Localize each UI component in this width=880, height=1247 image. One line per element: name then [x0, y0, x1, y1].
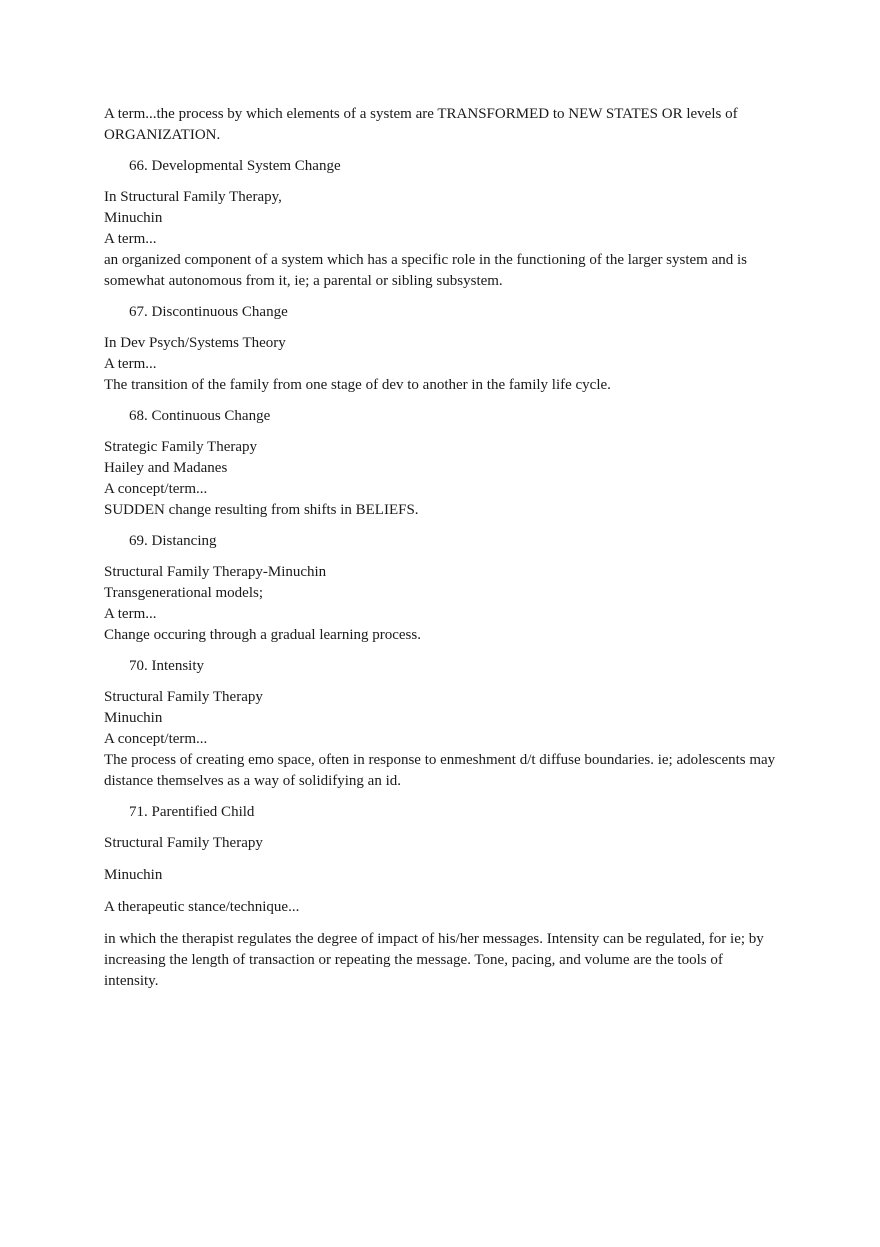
entry-heading-70: 70. Intensity [129, 658, 204, 674]
entry-body-69 [104, 562, 776, 646]
entry-heading-66: 66. Developmental System Change [129, 158, 341, 174]
intro-line: A term...the process by which elements of a system are TRANSFORMED to NEW STATES OR levels of ORGANIZATION. [104, 106, 738, 143]
entry-line: Strategic Family Therapy [104, 439, 258, 455]
entry-line: The process of creating emo space, often in response to enmeshment d/t diffuse boundaries. ie; adolescents may distance themselves as a way of solidifying an id. [104, 752, 776, 789]
entry-line: A term... [104, 356, 157, 372]
entry-line: A term... [104, 606, 157, 622]
document-page [104, 104, 776, 992]
entry-heading-68: 68. Continuous Change [129, 408, 271, 424]
entry-heading-67: 67. Discontinuous Change [129, 304, 288, 320]
entry-body-71-line-4: in which the therapist regulates the degree of impact of his/her messages. Intensity can be regulated, for ie; by increasing the length of transaction or repeating the message. Tone, pacing, and volume are the tools of intensity. [104, 931, 764, 989]
entry-line: Change occuring through a gradual learning process. [104, 627, 421, 643]
entry-body-70 [104, 687, 776, 792]
entry-line: The transition of the family from one stage of dev to another in the family life cycle. [104, 377, 611, 393]
entry-line: an organized component of a system which has a specific role in the functioning of the larger system and is somewhat autonomous from it, ie; a parental or sibling subsystem. [104, 252, 748, 289]
entry-line: Minuchin [104, 710, 163, 726]
entry-line: In Dev Psych/Systems Theory [104, 335, 286, 351]
entry-heading-69: 69. Distancing [129, 533, 217, 549]
entry-line: Structural Family Therapy-Minuchin [104, 564, 327, 580]
entry-line: In Structural Family Therapy, [104, 189, 282, 205]
intro-paragraph [104, 104, 776, 146]
entry-line: Structural Family Therapy [104, 689, 263, 705]
entry-line: A concept/term... [104, 731, 208, 747]
entry-line: Transgenerational models; [104, 585, 264, 601]
entry-body-66 [104, 187, 776, 292]
entry-line: SUDDEN change resulting from shifts in BELIEFS. [104, 502, 419, 518]
entry-body-67 [104, 333, 776, 396]
entry-heading-71: 71. Parentified Child [129, 804, 255, 820]
entry-line: Minuchin [104, 210, 163, 226]
entry-body-68 [104, 437, 776, 521]
entry-line: A term... [104, 231, 157, 247]
entry-line: Hailey and Madanes [104, 460, 228, 476]
entry-body-71-line-1: Structural Family Therapy [104, 835, 263, 851]
entry-line: A concept/term... [104, 481, 208, 497]
entry-body-71-line-2: Minuchin [104, 867, 163, 883]
entry-body-71-line-3: A therapeutic stance/technique... [104, 899, 300, 915]
